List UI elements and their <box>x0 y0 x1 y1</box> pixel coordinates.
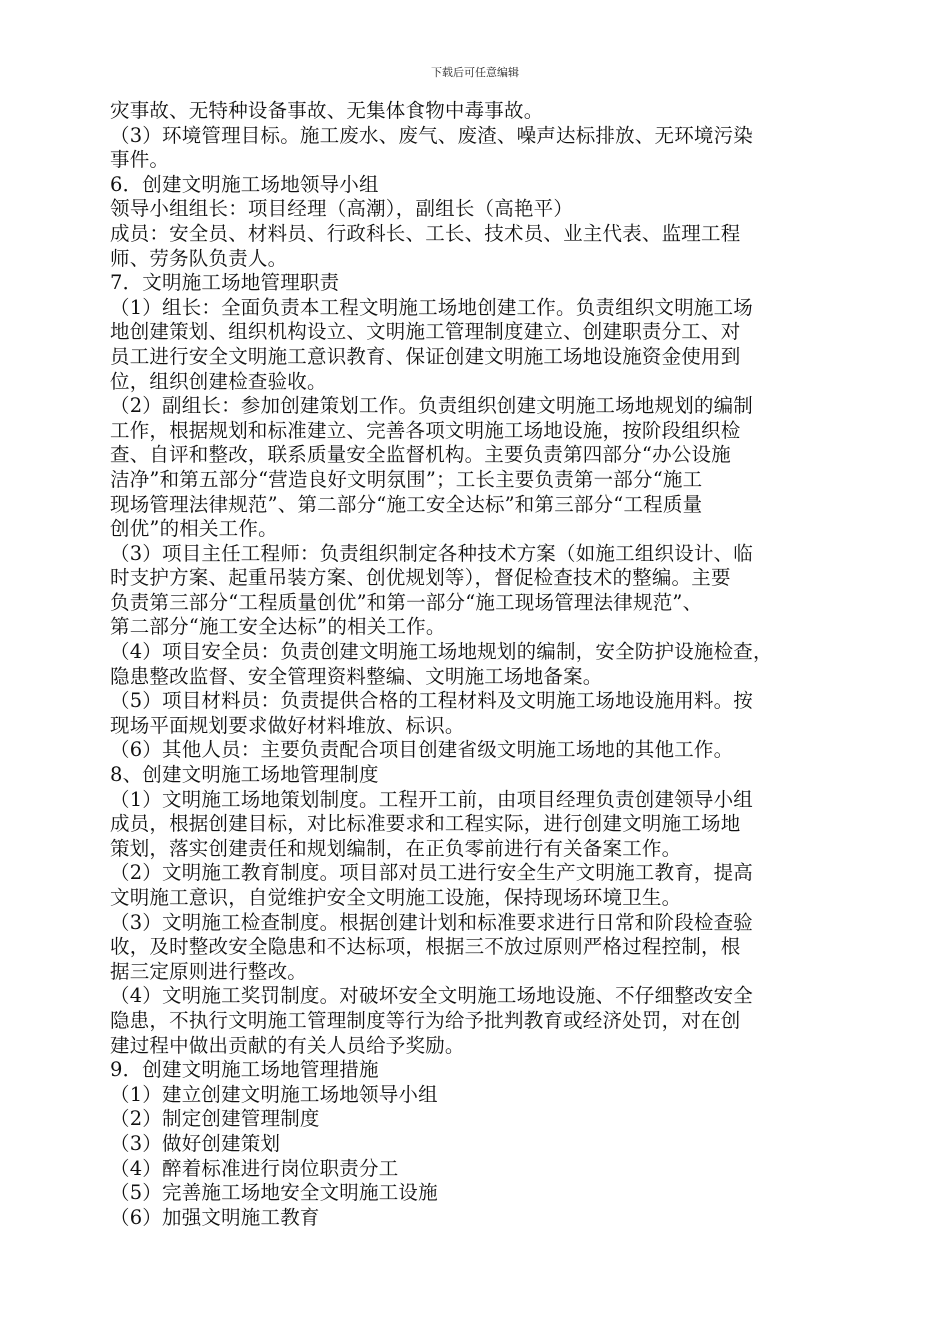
page-header: 下载后可任意编辑 <box>431 66 519 79</box>
text-line: （5）项目材料员：负责提供合格的工程材料及文明施工场地设施用料。按 <box>110 689 754 713</box>
text-line: 现场平面规划要求做好材料堆放、标识。 <box>110 713 465 737</box>
text-line: 位，组织创建检查验收。 <box>110 369 327 393</box>
text-line: （3）项目主任工程师：负责组织制定各种技术方案（如施工组织设计、临 <box>110 541 754 565</box>
text-line: 成员，根据创建目标，对比标准要求和工程实际，进行创建文明施工场地 <box>110 812 741 836</box>
text-line: 创优”的相关工作。 <box>110 517 278 541</box>
text-line: （3）环境管理目标。施工废水、废气、废渣、噪声达标排放、无环境污染 <box>110 123 754 147</box>
text-line: 地创建策划、组织机构设立、文明施工管理制度建立、创建职责分工、对 <box>110 320 741 344</box>
text-line: 领导小组组长：项目经理（高潮），副组长（高艳平） <box>110 197 574 221</box>
text-line: 查、自评和整改，联系质量安全监督机构。主要负责第四部分“办公设施 <box>110 443 731 467</box>
text-line: 隐患，不执行文明施工管理制度等行为给予批判教育或经济处罚，对在创 <box>110 1008 741 1032</box>
text-line: （4）项目安全员：负责创建文明施工场地规划的编制，安全防护设施检查， <box>110 640 773 664</box>
text-line: 事件。 <box>110 148 170 172</box>
text-line: 师、劳务队负责人。 <box>110 246 288 270</box>
text-line: （2）副组长：参加创建策划工作。负责组织创建文明施工场地规划的编制 <box>110 394 754 418</box>
text-line: 洁净”和第五部分“营造良好文明氛围”；工长主要负责第一部分“施工 <box>110 467 703 491</box>
list-item: （1）建立创建文明施工场地领导小组 <box>110 1082 438 1106</box>
section-heading: 7．文明施工场地管理职责 <box>110 271 340 295</box>
text-line: （2）文明施工教育制度。项目部对员工进行安全生产文明施工教育，提高 <box>110 861 754 885</box>
section-heading: 8、创建文明施工场地管理制度 <box>110 763 379 787</box>
list-item: （3）做好创建策划 <box>110 1131 281 1155</box>
text-line: 收，及时整改安全隐患和不达标项，根据三不放过原则严格过程控制，根 <box>110 935 741 959</box>
text-line: （4）文明施工奖罚制度。对破坏安全文明施工场地设施、不仔细整改安全 <box>110 984 754 1008</box>
text-line: 隐患整改监督、安全管理资料整编、文明施工场地备案。 <box>110 664 603 688</box>
list-item: （4）醉着标准进行岗位职责分工 <box>110 1156 399 1180</box>
text-line: 工作，根据规划和标准建立、完善各项文明施工场地设施，按阶段组织检 <box>110 418 741 442</box>
text-line: 时支护方案、起重吊装方案、创优规划等），督促检查技术的整编。主要 <box>110 566 731 590</box>
section-heading: 9．创建文明施工场地管理措施 <box>110 1058 379 1082</box>
text-line: 成员：安全员、材料员、行政科长、工长、技术员、业主代表、监理工程 <box>110 221 741 245</box>
text-line: （1）组长：全面负责本工程文明施工场地创建工作。负责组织文明施工场 <box>110 295 754 319</box>
text-line: 员工进行安全文明施工意识教育、保证创建文明施工场地设施资金使用到 <box>110 344 741 368</box>
text-line: 建过程中做出贡献的有关人员给予奖励。 <box>110 1033 465 1057</box>
list-item: （2）制定创建管理制度 <box>110 1107 320 1131</box>
list-item: （5）完善施工场地安全文明施工设施 <box>110 1181 438 1205</box>
list-item: （6）加强文明施工教育 <box>110 1205 320 1229</box>
text-line: （1）文明施工场地策划制度。工程开工前，由项目经理负责创建领导小组 <box>110 787 754 811</box>
document-body <box>110 99 845 1230</box>
text-line: 策划，落实创建责任和规划编制，在正负零前进行有关备案工作。 <box>110 836 682 860</box>
text-line: 文明施工意识，自觉维护安全文明施工设施，保持现场环境卫生。 <box>110 886 682 909</box>
text-line: 第二部分“施工安全达标”的相关工作。 <box>110 615 446 639</box>
text-line: （3）文明施工检查制度。根据创建计划和标准要求进行日常和阶段检查验 <box>110 910 754 934</box>
text-line: 灾事故、无特种设备事故、无集体食物中毒事故。 <box>110 99 544 122</box>
text-line: 负责第三部分“工程质量创优”和第一部分“施工现场管理法律规范”、 <box>110 590 703 614</box>
text-line: （6）其他人员：主要负责配合项目创建省级文明施工场地的其他工作。 <box>110 738 734 762</box>
section-heading: 6．创建文明施工场地领导小组 <box>110 172 379 196</box>
text-line: 据三定原则进行整改。 <box>110 959 308 983</box>
text-line: 现场管理法律规范”、第二部分“施工安全达标”和第三部分“工程质量 <box>110 492 703 516</box>
